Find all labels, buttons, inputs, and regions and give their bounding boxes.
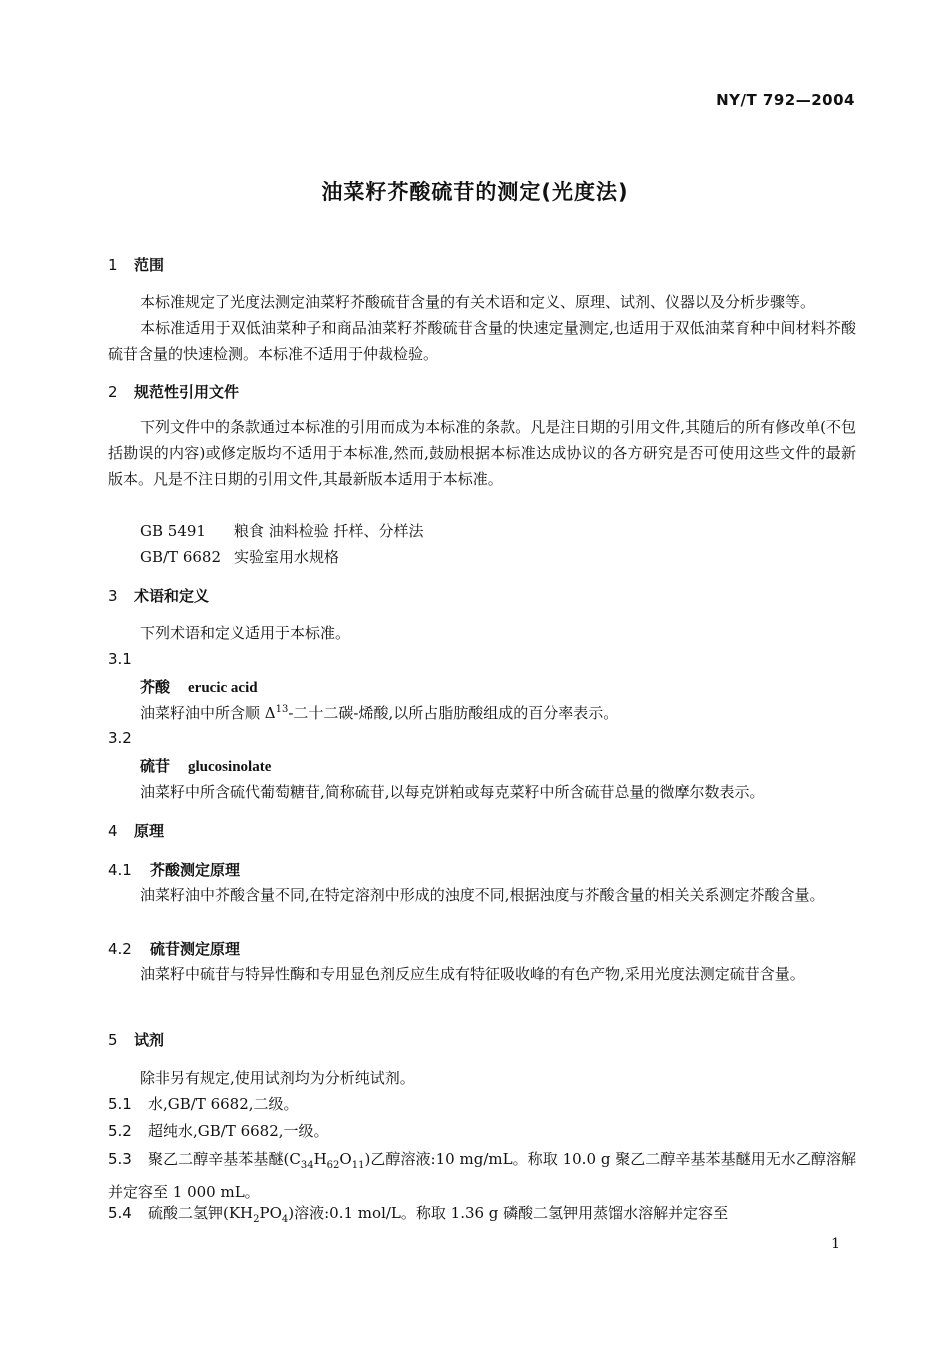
section-number: 4 — [108, 822, 118, 840]
section-1-heading — [108, 254, 164, 275]
reagent-number: 5.4 — [108, 1204, 132, 1222]
subscript: 62 — [326, 1160, 340, 1171]
section-3-heading — [108, 585, 209, 606]
section-4-heading — [108, 820, 164, 841]
reference-gb5491 — [140, 520, 424, 541]
section-title: 试剂 — [134, 1031, 165, 1049]
reagent-text: O — [339, 1150, 352, 1168]
term-3-1-number: 3.1 — [108, 650, 132, 668]
reagent-text: 聚乙二醇辛基苯基醚(C — [148, 1150, 301, 1168]
subsection-4-1-heading — [108, 859, 240, 880]
definition-text: 油菜籽油中所含顺 Δ — [140, 704, 276, 722]
term-english: erucic acid — [188, 680, 258, 696]
reagent-text: 硫酸二氢钾(KH — [148, 1204, 254, 1222]
term-glucosinolate — [140, 755, 271, 776]
section-number: 2 — [108, 383, 118, 401]
term-erucic-acid — [140, 676, 258, 697]
section-1-paragraph-1: 本标准规定了光度法测定油菜籽芥酸硫苷含量的有关术语和定义、原理、试剂、仪器以及分析步骤等。 — [140, 293, 816, 311]
reagent-text: )溶液:0.1 mol/L。称取 1.36 g 磷酸二氢钾用蒸馏水溶解并定容至 — [288, 1204, 729, 1222]
subsection-title: 硫苷测定原理 — [150, 940, 241, 958]
section-5-intro: 除非另有规定,使用试剂均为分析纯试剂。 — [140, 1069, 415, 1087]
term-3-2-number: 3.2 — [108, 729, 132, 747]
reagent-text: 水,GB/T 6682,二级。 — [148, 1095, 299, 1113]
reference-code: GB/T 6682 — [140, 548, 222, 566]
section-5-heading — [108, 1029, 164, 1050]
document-title: 油菜籽芥酸硫苷的测定(光度法) — [321, 180, 629, 204]
definition-text: -二十二碳-烯酸,以所占脂肪酸组成的百分率表示。 — [288, 704, 619, 722]
section-number: 1 — [108, 256, 118, 274]
reagent-number: 5.3 — [108, 1150, 132, 1168]
subsection-4-2-heading — [108, 938, 240, 959]
section-1-paragraph-2: 本标准适用于双低油菜种子和商品油菜籽芥酸硫苷含量的快速定量测定,也适用于双低油菜育种中间材料芥酸硫苷含量的快速检测。本标准不适用于仲裁检验。 — [108, 319, 856, 363]
term-3-1-definition — [140, 702, 618, 723]
subsection-4-2-text: 油菜籽中硫苷与特异性酶和专用显色剂反应生成有特征吸收峰的有色产物,采用光度法测定硫苷含量。 — [140, 965, 805, 983]
section-title: 原理 — [134, 822, 165, 840]
reagent-text: 超纯水,GB/T 6682,一级。 — [148, 1122, 329, 1140]
section-title: 规范性引用文件 — [134, 383, 240, 401]
section-3-intro: 下列术语和定义适用于本标准。 — [140, 624, 351, 642]
term-3-2-definition: 油菜籽中所含硫代葡萄糖苷,简称硫苷,以每克饼粕或每克菜籽中所含硫苷总量的微摩尔数表示。 — [140, 783, 765, 801]
subscript: 11 — [351, 1160, 365, 1171]
reagent-5-4 — [108, 1200, 856, 1233]
section-2-paragraph: 下列文件中的条款通过本标准的引用而成为本标准的条款。凡是注日期的引用文件,其随后的所有修改单(不包括勘误的内容)或修定版均不适用于本标准,然而,鼓励根据本标准达成协议的各方研究是否可使用这些文件的最新版本。凡是不注日期的引用文件,其最新版本适用于本标准。 — [108, 418, 856, 488]
reagent-5-1 — [108, 1091, 856, 1117]
subscript: 2 — [253, 1214, 260, 1225]
section-number: 5 — [108, 1031, 118, 1049]
section-title: 术语和定义 — [134, 587, 210, 605]
reference-gbt6682 — [140, 546, 339, 567]
reagent-number: 5.1 — [108, 1095, 132, 1113]
page-number: 1 — [831, 1236, 840, 1252]
section-title: 范围 — [134, 256, 165, 274]
reagent-number: 5.2 — [108, 1122, 132, 1140]
section-2-heading — [108, 381, 239, 402]
subsection-number: 4.1 — [108, 861, 132, 879]
section-number: 3 — [108, 587, 118, 605]
definition-superscript: 13 — [275, 704, 289, 715]
term-english: glucosinolate — [188, 759, 272, 775]
reference-title: 实验室用水规格 — [234, 548, 340, 566]
reagent-text: )乙醇溶液:10 mg/mL。称取 10.0 g 聚乙二醇辛基苯基醚用无水乙醇溶解并定容至 1 000 mL。 — [108, 1150, 856, 1201]
reference-code: GB 5491 — [140, 522, 206, 540]
term-chinese: 芥酸 — [140, 678, 171, 696]
term-chinese: 硫苷 — [140, 757, 171, 775]
reagent-text: H — [313, 1150, 327, 1168]
subscript: 34 — [300, 1160, 314, 1171]
subsection-4-1-text: 油菜籽油中芥酸含量不同,在特定溶剂中形成的浊度不同,根据浊度与芥酸含量的相关关系测定芥酸含量。 — [140, 886, 825, 904]
standard-number: NY/T 792—2004 — [716, 91, 855, 109]
subscript: 4 — [281, 1214, 289, 1225]
reagent-5-2 — [108, 1118, 856, 1144]
reagent-text: PO — [259, 1204, 282, 1222]
subsection-number: 4.2 — [108, 940, 132, 958]
reference-title: 粮食 油料检验 扦样、分样法 — [234, 522, 424, 540]
reagent-5-3 — [108, 1146, 856, 1205]
subsection-title: 芥酸测定原理 — [150, 861, 241, 879]
